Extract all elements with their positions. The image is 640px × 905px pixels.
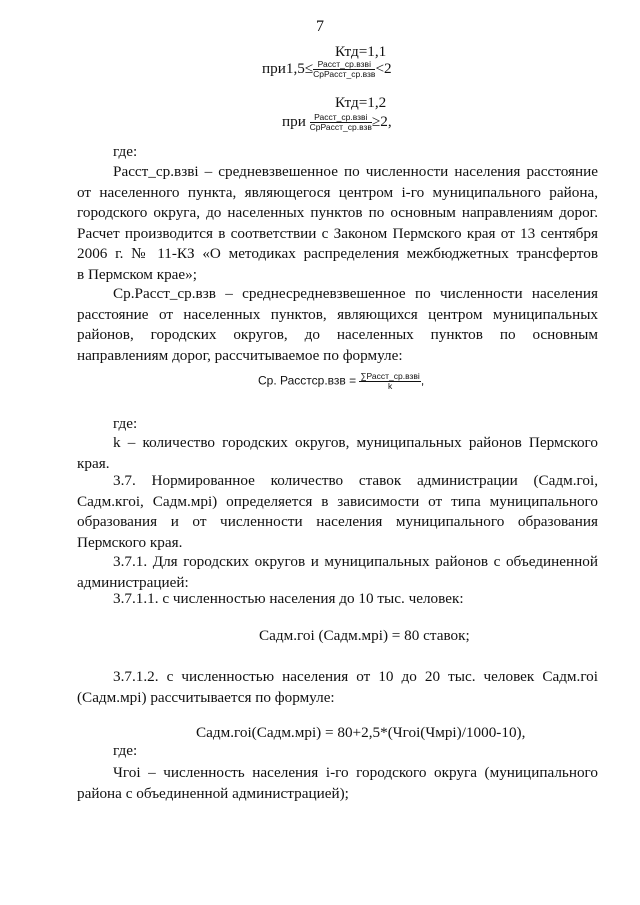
text-line: Пермского края. (77, 533, 183, 551)
text-line: (Садм.мрi) рассчитывается по формуле: (77, 688, 335, 706)
text-line: 3.7.1. Для городских округов и муниципальных районов с объединенной (113, 553, 598, 570)
condition-1-prefix: при1,5≤ (262, 60, 314, 77)
avg-fraction (359, 372, 420, 391)
paragraph-3-7-1 (77, 552, 598, 593)
text-line: k – количество городских округов, муниципальных районов Пермского (113, 434, 598, 451)
avg-distance-formula (258, 372, 424, 391)
where-label-2: где: (113, 415, 138, 432)
fraction-denominator: СрРасст_ср.взв (309, 122, 372, 133)
fraction-numerator: Расст_ср.взвi (310, 113, 372, 123)
condition-2 (282, 113, 392, 132)
where-label-1: где: (113, 143, 138, 160)
fraction-denominator: k (388, 381, 393, 391)
paragraph-rasst (77, 162, 598, 285)
text-line: направлениям дорог, рассчитываемое по формуле: (77, 346, 403, 364)
page-number: 7 (316, 18, 324, 35)
text-line: края. (77, 454, 110, 472)
formula-calculation: Садм.гоi(Садм.мрi) = 80+2,5*(Чгоi(Чмрi)/1000-10), (196, 724, 526, 741)
text-line: от населенного пункта, являющегося центром i-го муниципального района, (77, 183, 598, 201)
condition-1-fraction (313, 60, 375, 79)
paragraph-3-7-1-1: 3.7.1.1. с численностью населения до 10 тыс. человек: (113, 590, 464, 607)
formula-lhs: Ср. Расстср.взв = (258, 373, 357, 388)
text-line: 3.7.1.2. с численностью населения от 10 до 20 тыс. человек Садм.гоi (113, 668, 598, 685)
paragraph-chgo (77, 763, 598, 804)
text-line: городского округа, до населенных пунктов по основным направлениям дорог. (77, 204, 598, 221)
text-line: 2006 г. № 11-КЗ «О методиках распределения межбюджетных трансфертов (77, 245, 598, 262)
text-line: Расст_ср.взвi – средневзвешенное по численности населения расстояние (113, 163, 598, 180)
paragraph-k (77, 433, 598, 474)
text-line: Чгоi – численность населения i-го городского округа (муниципального (113, 764, 598, 781)
formula-80-stavok: Садм.гоi (Садм.мрi) = 80 ставок; (259, 627, 470, 644)
text-line: района с объединенной администрацией); (77, 784, 349, 802)
text-line: Расчет производится в соответствии с Законом Пермского края от 13 сентября (77, 224, 598, 242)
condition-1-suffix: <2 (375, 60, 392, 77)
fraction-denominator: СрРасст_ср.взв (313, 69, 376, 80)
paragraph-3-7-1-2 (77, 667, 598, 708)
ktd-formula-2: Ктд=1,2 (335, 94, 387, 111)
where-label-3: где: (113, 742, 138, 759)
condition-1 (262, 60, 392, 79)
text-line: Садм.кгоi, Садм.мрi) определяется в зависимости от типа муниципального (77, 492, 598, 510)
text-line: администрацией: (77, 573, 189, 591)
text-line: районов, городских округов, до населенных пунктов по основным (77, 326, 598, 343)
text-line: Ср.Расст_ср.взв – среднесредневзвешенное по численности населения (113, 285, 598, 302)
paragraph-3-7 (77, 471, 598, 553)
condition-2-fraction (310, 113, 372, 132)
text-line: расстояние от населенных пунктов, являющихся центром муниципальных (77, 305, 598, 323)
paragraph-sr-rasst (77, 284, 598, 366)
fraction-numerator: Расст_ср.взвi (313, 60, 375, 70)
condition-2-suffix: ≥2, (371, 113, 392, 130)
ktd-formula-1: Ктд=1,1 (335, 43, 387, 60)
condition-2-prefix: при (282, 113, 306, 130)
fraction-numerator: ∑Расст_ср.взвi (360, 371, 420, 381)
formula-tail: , (420, 373, 425, 388)
text-line: образования и от численности населения муниципального образования (77, 513, 598, 530)
text-line: в Пермском крае»; (77, 265, 197, 283)
text-line: 3.7. Нормированное количество ставок администрации (Садм.гоi, (113, 472, 598, 489)
